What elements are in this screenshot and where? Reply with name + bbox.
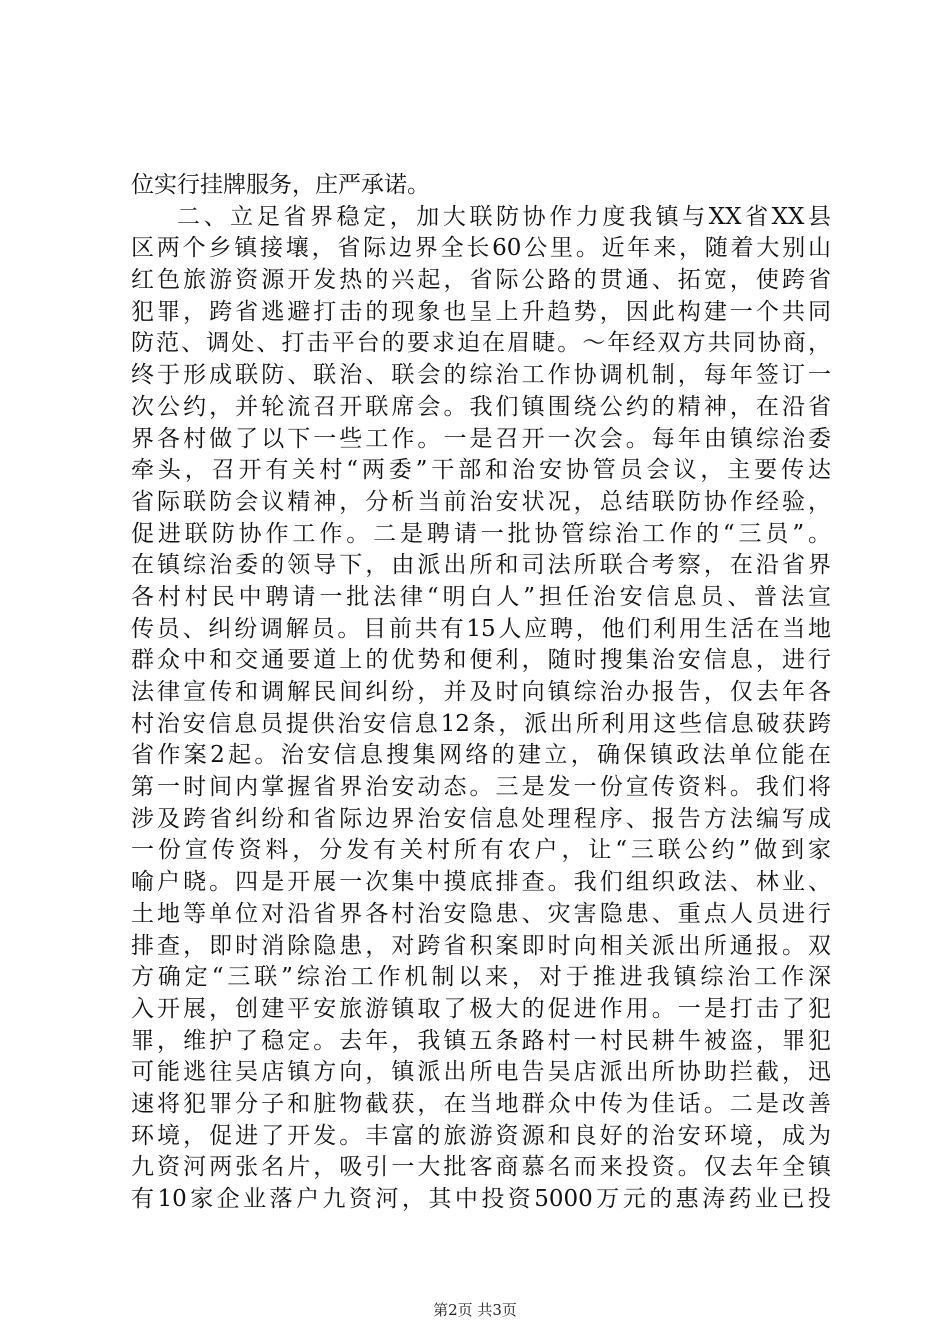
- text-line: 方确定“三联”综治工作机制以来，对于推进我镇综治工作深: [131, 964, 831, 991]
- text-line: 防范、调处、打击平台的要求迫在眉睫。～年经双方共同协商，: [131, 330, 831, 357]
- document-body: [131, 170, 831, 1216]
- page-number-label: 第2页 共3页: [433, 1301, 517, 1319]
- text-line: 终于形成联防、联治、联会的综治工作协调机制，每年签订一: [131, 362, 831, 389]
- text-line: 村治安信息员提供治安信息12条，派出所利用这些信息破获跨: [131, 710, 831, 737]
- text-line: 九资河两张名片，吸引一大批客商慕名而来投资。仅去年全镇: [131, 1154, 831, 1181]
- text-line: 牵头，召开有关村“两委”干部和治安协管员会议，主要传达: [131, 457, 831, 484]
- text-line: 犯罪，跨省逃避打击的现象也呈上升趋势，因此构建一个共同: [131, 298, 831, 325]
- text-line: 法律宣传和调解民间纠纷，并及时向镇综治办报告，仅去年各: [131, 679, 831, 705]
- text-line: 有10家企业落户九资河，其中投资5000万元的惠涛药业已投: [131, 1186, 831, 1212]
- text-line: 区两个乡镇接壤，省际边界全长60公里。近年来，随着大别山: [131, 235, 831, 262]
- text-line: 第一时间内掌握省界治安动态。三是发一份宣传资料。我们将: [131, 774, 831, 801]
- text-line: 省作案2起。治安信息搜集网络的建立，确保镇政法单位能在: [131, 742, 831, 769]
- text-line: 土地等单位对沿省界各村治安隐患、灾害隐患、重点人员进行: [131, 900, 831, 927]
- text-line: 促进联防协作工作。二是聘请一批协管综治工作的“三员”。: [131, 520, 831, 547]
- text-line: 排查，即时消除隐患，对跨省积案即时向相关派出所通报。双: [131, 932, 831, 959]
- text-line: 入开展，创建平安旅游镇取了极大的促进作用。一是打击了犯: [131, 995, 831, 1022]
- text-line: 环境，促进了开发。丰富的旅游资源和良好的治安环境，成为: [131, 1122, 831, 1149]
- text-line: 传员、纠纷调解员。目前共有15人应聘，他们利用生活在当地: [131, 615, 831, 642]
- paragraph-start-line: 二、立足省界稳定，加大联防协作力度我镇与XX省XX县: [177, 203, 831, 230]
- text-line: 各村村民中聘请一批法律“明白人”担任治安信息员、普法宣: [131, 583, 831, 610]
- text-line: 涉及跨省纠纷和省际边界治安信息处理程序、报告方法编写成: [131, 805, 831, 832]
- text-line: 次公约，并轮流召开联席会。我们镇围绕公约的精神，在沿省: [131, 393, 831, 420]
- text-line: 省际联防会议精神，分析当前治安状况，总结联防协作经验，: [131, 488, 831, 515]
- page-footer: [0, 1300, 950, 1320]
- text-line: 群众中和交通要道上的优势和便利，随时搜集治安信息，进行: [131, 647, 831, 674]
- text-line: 可能逃往吴店镇方向，镇派出所电告吴店派出所协助拦截，迅: [131, 1059, 831, 1086]
- text-line: 一份宣传资料，分发有关村所有农户，让“三联公约”做到家: [131, 837, 831, 864]
- text-line: 罪，维护了稳定。去年，我镇五条路村一村民耕牛被盗，罪犯: [131, 1027, 831, 1054]
- text-line: 在镇综治委的领导下，由派出所和司法所联合考察，在沿省界: [131, 552, 831, 579]
- text-line: 位实行挂牌服务，庄严承诺。: [131, 172, 430, 198]
- text-line: 喻户晓。四是开展一次集中摸底排查。我们组织政法、林业、: [131, 869, 831, 896]
- text-line: 速将犯罪分子和脏物截获，在当地群众中传为佳话。二是改善: [131, 1090, 831, 1117]
- text-line: 界各村做了以下一些工作。一是召开一次会。每年由镇综治委: [131, 425, 831, 452]
- text-line: 红色旅游资源开发热的兴起，省际公路的贯通、拓宽，使跨省: [131, 267, 831, 294]
